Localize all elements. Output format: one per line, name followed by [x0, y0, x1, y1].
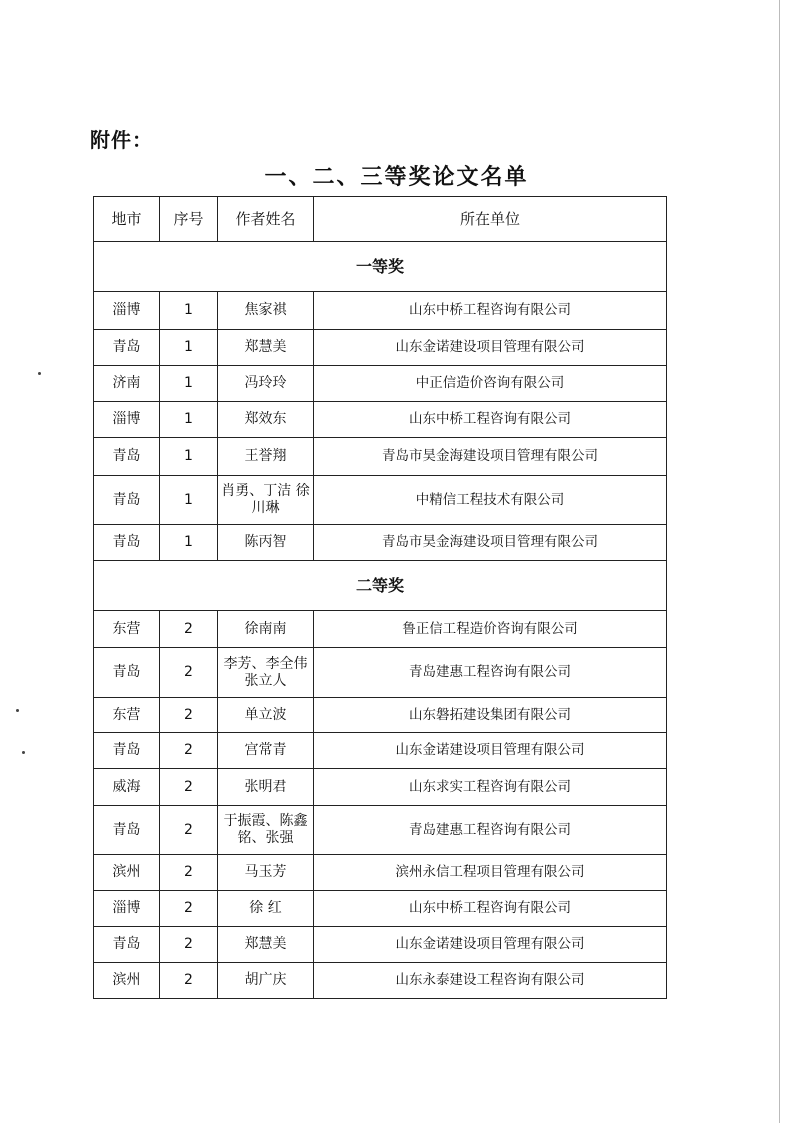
- authors-cell: 李芳、李全伟张立人: [218, 648, 314, 698]
- authors-cell: 徐 红: [218, 891, 314, 927]
- authors-cell: 马玉芳: [218, 855, 314, 891]
- table-header-row: [94, 197, 667, 242]
- table-row: [94, 806, 667, 855]
- authors-cell: 单立波: [218, 698, 314, 733]
- organization-cell: 山东金诺建设项目管理有限公司: [314, 330, 667, 366]
- city-cell: 东营: [94, 698, 160, 733]
- number-cell: 1: [160, 438, 218, 476]
- organization-cell: 山东中桥工程咨询有限公司: [314, 891, 667, 927]
- table-row: [94, 402, 667, 438]
- city-cell: 青岛: [94, 927, 160, 963]
- city-cell: 滨州: [94, 855, 160, 891]
- table-row: [94, 648, 667, 698]
- table-row: [94, 698, 667, 733]
- number-cell: 1: [160, 330, 218, 366]
- city-cell: 淄博: [94, 891, 160, 927]
- city-cell: 青岛: [94, 438, 160, 476]
- city-cell: 威海: [94, 769, 160, 806]
- number-cell: 2: [160, 611, 218, 648]
- section-header-row: [94, 242, 667, 292]
- organization-cell: 青岛市昊金海建设项目管理有限公司: [314, 438, 667, 476]
- authors-cell: 宫常青: [218, 733, 314, 769]
- number-cell: 1: [160, 476, 218, 525]
- authors-cell: 胡广庆: [218, 963, 314, 999]
- city-cell: 淄博: [94, 402, 160, 438]
- organization-cell: 山东磐拓建设集团有限公司: [314, 698, 667, 733]
- table-row: [94, 733, 667, 769]
- number-cell: 2: [160, 927, 218, 963]
- award-table: [93, 196, 667, 999]
- award-table-body: [94, 197, 667, 999]
- authors-cell: 郑慧美: [218, 330, 314, 366]
- number-cell: 1: [160, 292, 218, 330]
- organization-cell: 鲁正信工程造价咨询有限公司: [314, 611, 667, 648]
- city-cell: 济南: [94, 366, 160, 402]
- table-row: [94, 891, 667, 927]
- organization-cell: 山东中桥工程咨询有限公司: [314, 402, 667, 438]
- header-authors: 作者姓名: [218, 197, 314, 242]
- table-row: [94, 963, 667, 999]
- number-cell: 2: [160, 698, 218, 733]
- header-number: 序号: [160, 197, 218, 242]
- table-row: [94, 525, 667, 561]
- city-cell: 东营: [94, 611, 160, 648]
- number-cell: 1: [160, 402, 218, 438]
- scan-speck: [16, 709, 19, 712]
- number-cell: 2: [160, 963, 218, 999]
- authors-cell: 陈丙智: [218, 525, 314, 561]
- header-city: 地市: [94, 197, 160, 242]
- authors-cell: 张明君: [218, 769, 314, 806]
- header-organization: 所在单位: [314, 197, 667, 242]
- number-cell: 2: [160, 648, 218, 698]
- table-row: [94, 330, 667, 366]
- page-title: 一、二、三等奖论文名单: [264, 164, 529, 190]
- number-cell: 2: [160, 891, 218, 927]
- organization-cell: 中精信工程技术有限公司: [314, 476, 667, 525]
- city-cell: 青岛: [94, 525, 160, 561]
- city-cell: 青岛: [94, 476, 160, 525]
- organization-cell: 滨州永信工程项目管理有限公司: [314, 855, 667, 891]
- section-title: 一等奖: [94, 242, 667, 292]
- city-cell: 青岛: [94, 733, 160, 769]
- organization-cell: 青岛建惠工程咨询有限公司: [314, 806, 667, 855]
- number-cell: 2: [160, 806, 218, 855]
- table-row: [94, 292, 667, 330]
- authors-cell: 郑效东: [218, 402, 314, 438]
- organization-cell: 山东金诺建设项目管理有限公司: [314, 733, 667, 769]
- organization-cell: 山东求实工程咨询有限公司: [314, 769, 667, 806]
- authors-cell: 于振霞、陈鑫铭、张强: [218, 806, 314, 855]
- section-header-row: [94, 561, 667, 611]
- city-cell: 淄博: [94, 292, 160, 330]
- number-cell: 2: [160, 769, 218, 806]
- number-cell: 2: [160, 855, 218, 891]
- table-row: [94, 927, 667, 963]
- table-row: [94, 769, 667, 806]
- table-row: [94, 476, 667, 525]
- organization-cell: 山东永泰建设工程咨询有限公司: [314, 963, 667, 999]
- number-cell: 2: [160, 733, 218, 769]
- table-row: [94, 438, 667, 476]
- city-cell: 青岛: [94, 330, 160, 366]
- table-row: [94, 855, 667, 891]
- scan-speck: [38, 372, 41, 375]
- number-cell: 1: [160, 525, 218, 561]
- authors-cell: 郑慧美: [218, 927, 314, 963]
- authors-cell: 焦家祺: [218, 292, 314, 330]
- attachment-label: 附件：: [90, 128, 153, 152]
- authors-cell: 冯玲玲: [218, 366, 314, 402]
- number-cell: 1: [160, 366, 218, 402]
- organization-cell: 中正信造价咨询有限公司: [314, 366, 667, 402]
- city-cell: 青岛: [94, 806, 160, 855]
- organization-cell: 山东金诺建设项目管理有限公司: [314, 927, 667, 963]
- organization-cell: 青岛市昊金海建设项目管理有限公司: [314, 525, 667, 561]
- table-row: [94, 611, 667, 648]
- city-cell: 青岛: [94, 648, 160, 698]
- organization-cell: 青岛建惠工程咨询有限公司: [314, 648, 667, 698]
- scan-speck: [22, 751, 25, 754]
- authors-cell: 徐南南: [218, 611, 314, 648]
- city-cell: 滨州: [94, 963, 160, 999]
- section-title: 二等奖: [94, 561, 667, 611]
- authors-cell: 王誉翔: [218, 438, 314, 476]
- authors-cell: 肖勇、丁洁 徐川琳: [218, 476, 314, 525]
- organization-cell: 山东中桥工程咨询有限公司: [314, 292, 667, 330]
- table-row: [94, 366, 667, 402]
